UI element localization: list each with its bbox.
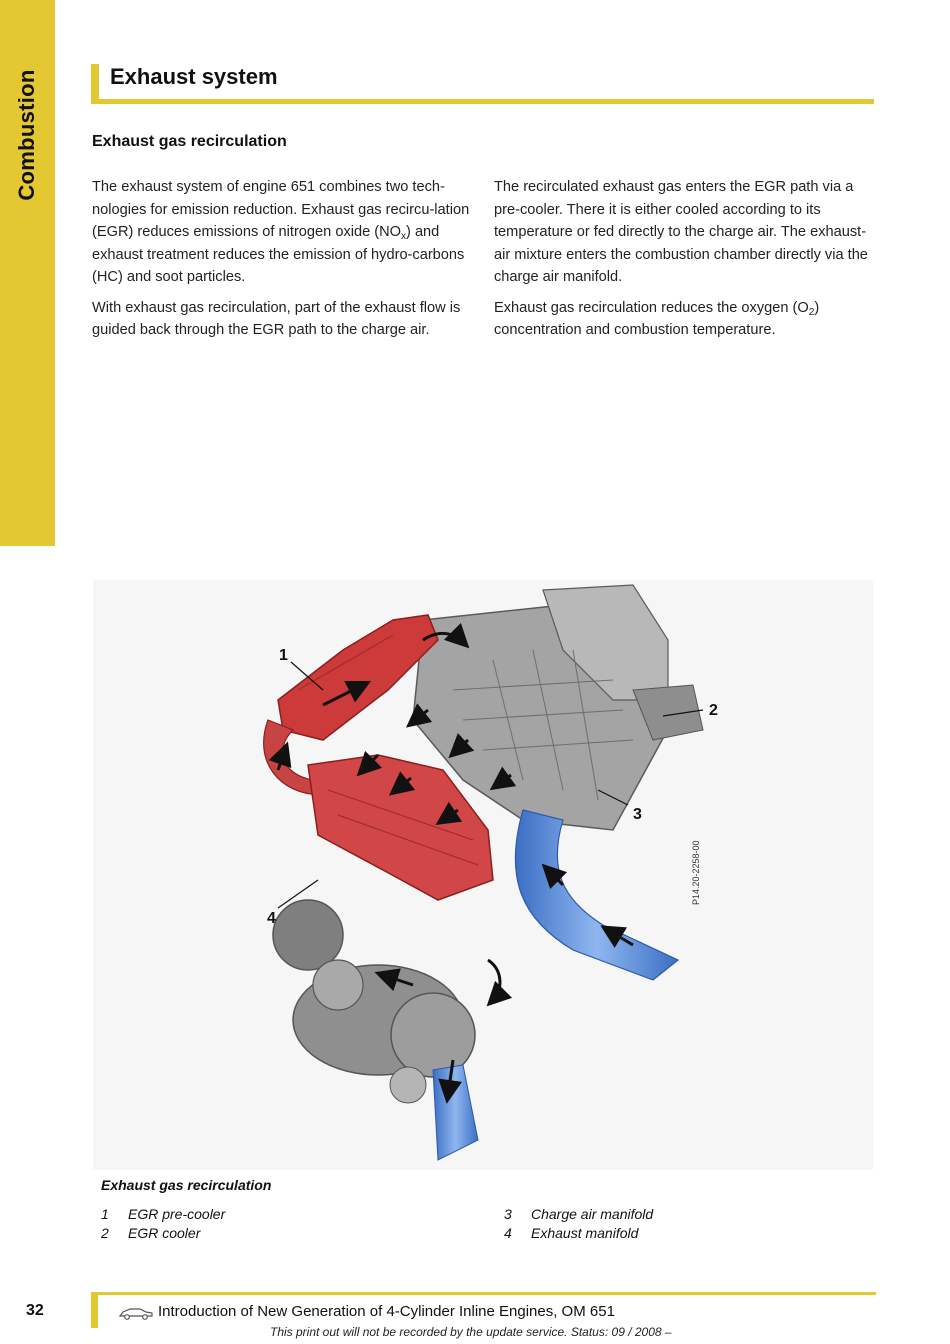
legend-label: EGR cooler [128,1225,201,1241]
legend-number: 1 [101,1206,109,1222]
footer-bar [91,1292,876,1328]
legend-right [504,1205,653,1243]
callout-2: 2 [709,702,718,719]
callout-1: 1 [279,647,288,664]
figure-code: P14.20-2258-00 [691,840,701,905]
page-title: Exhaust system [110,64,278,89]
egr-illustration [93,580,873,1170]
legend-left [101,1205,225,1243]
paragraph: With exhaust gas recirculation, part of the exhaust flow is guided back through the EGR path to the charge air. [92,299,461,338]
paragraph: The exhaust system of engine 651 combines two tech-nologies for emission reduction. Exhaust gas recircu-lation (EGR) reduces emissions of nitrogen oxide $(NO_x)$ and exhaust treatment reduces the emission of hydro-carbons (HC) and soot particles. [92,179,470,285]
title-bar [91,64,874,104]
compressor-wheel [391,993,475,1077]
turbo-inlet [313,960,363,1010]
turbo-housing [273,900,343,970]
legend-item [504,1224,653,1243]
legend-item [101,1205,225,1224]
footer-title: Introduction of New Generation of 4-Cylinder Inline Engines, OM 651 [158,1303,615,1320]
actuator [390,1067,426,1103]
legend-label: Charge air manifold [531,1206,654,1222]
legend-item [101,1224,225,1243]
page-number: 32 [26,1302,44,1319]
callout-4: 4 [267,910,276,927]
body-column-left [92,176,478,350]
legend-number: 4 [504,1225,512,1241]
legend-number: 3 [504,1206,512,1222]
egr-diagram [93,580,873,1170]
car-icon [118,1306,154,1320]
paragraph: Exhaust gas recirculation reduces the oxygen $(O_2)$ concentration and combustion temperature. [494,299,820,338]
section-heading: Exhaust gas recirculation [92,133,287,150]
side-tab-label: Combustion [14,69,39,201]
legend-label: Exhaust manifold [531,1225,639,1241]
charge-air-pipe [515,810,678,980]
figure-caption-title: Exhaust gas recirculation [101,1177,272,1193]
footer-note: This print out will not be recorded by the update service. Status: 09 / 2008 – [270,1325,672,1339]
legend-item [504,1205,653,1224]
body-column-right [494,176,878,350]
side-tab [0,0,55,546]
paragraph: The recirculated exhaust gas enters the EGR path via a pre-cooler. There it is either cooled according to its temperature or fed directly to the charge air. The exhaust-air mixture enters the combustion chamber directly via the charge air manifold. [494,179,868,285]
legend-label: EGR pre-cooler [128,1206,226,1222]
outlet-pipe [433,1065,478,1160]
legend-number: 2 [101,1225,109,1241]
callout-3: 3 [633,806,642,823]
